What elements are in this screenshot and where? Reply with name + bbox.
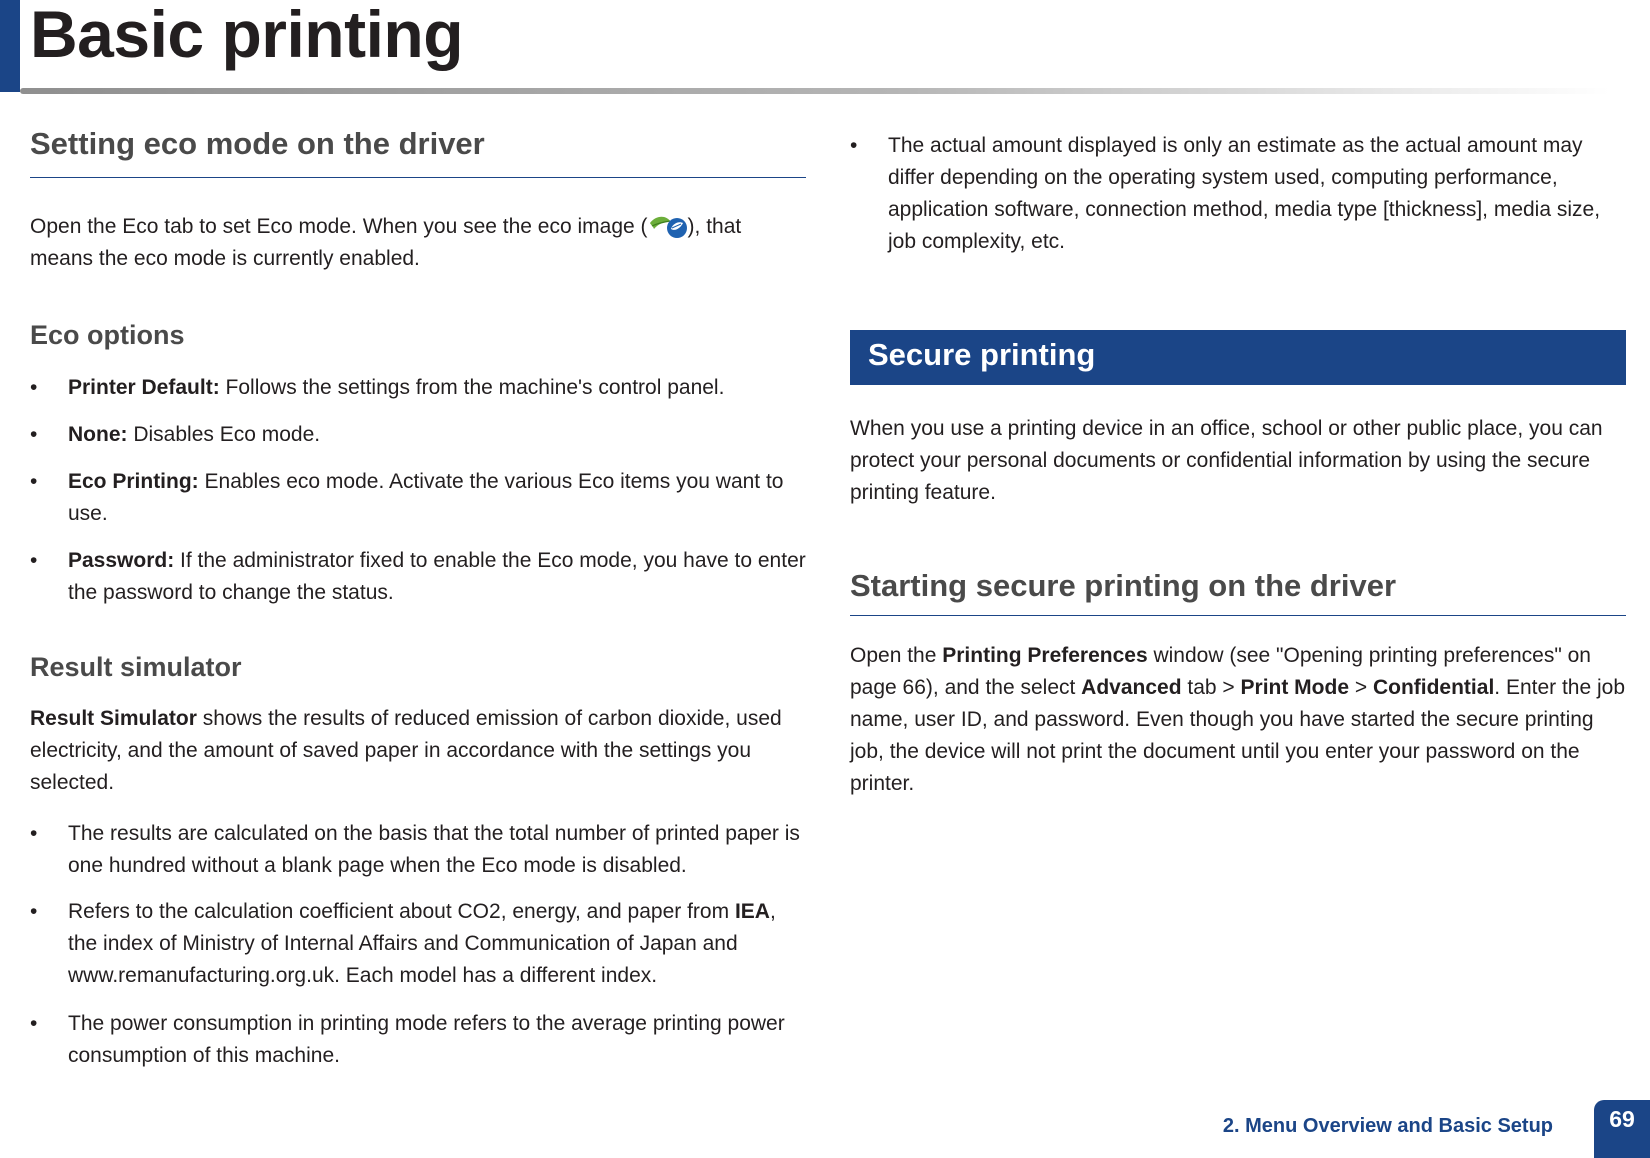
result-bullet-text-a: Refers to the calculation coefficient about CO2, energy, and paper from: [68, 900, 735, 923]
page-number: 69: [1609, 1106, 1635, 1132]
start-text-d: tab >: [1181, 676, 1241, 699]
printing-preferences-bold: Printing Preferences: [942, 644, 1148, 667]
start-text-a: Open the: [850, 644, 943, 667]
bullet-dot: •: [30, 1012, 38, 1035]
secure-printing-banner: [850, 330, 1626, 385]
bullet-dot: •: [30, 470, 38, 493]
start-text-e: >: [1349, 676, 1373, 699]
title-divider: [20, 88, 1610, 94]
print-mode-bold: Print Mode: [1240, 676, 1350, 699]
bullet-dot: •: [30, 900, 38, 923]
bullet-dot: •: [30, 423, 38, 446]
result-bullet-text: The power consumption in printing mode refers to the average printing power consumption of this machine.: [68, 1012, 785, 1067]
option-text: If the administrator fixed to enable the Eco mode, you have to enter the password to change the status.: [68, 549, 806, 604]
result-bullet-text-b: , the index of Ministry of Internal Affairs and Communication of Japan and www.remanufacturing.org.uk. Each model has a different index.: [68, 900, 776, 987]
option-text: Disables Eco mode.: [127, 423, 321, 446]
eco-leaf-icon: [648, 213, 688, 239]
header-accent-bar: [0, 0, 20, 92]
iea-bold: IEA: [734, 900, 770, 923]
eco-intro-text-b: ), that means the eco mode is currently enabled.: [30, 215, 742, 270]
secure-printing-title: Secure printing: [868, 337, 1096, 372]
eco-section-rule: [30, 177, 806, 178]
result-intro-text: shows the results of reduced emission of carbon dioxide, used electricity, and the amount of saved paper in accordance with the settings you selected.: [30, 707, 782, 794]
eco-intro-paragraph: [30, 211, 806, 275]
start-text-c: window (see "Opening printing preferences" on page 66), and the select: [850, 644, 1591, 699]
eco-options-heading: Eco options: [30, 320, 185, 350]
result-intro-paragraph: [30, 703, 806, 799]
option-label: None:: [68, 423, 128, 446]
bullet-dot: •: [30, 549, 38, 572]
starting-secure-heading: Starting secure printing on the driver: [850, 568, 1397, 603]
page-number-badge: [1594, 1100, 1650, 1158]
advanced-bold: Advanced: [1081, 676, 1182, 699]
estimate-bullet-text: The actual amount displayed is only an estimate as the actual amount may differ depending on the operating system used, computing performance, application software, connection method, media type [thickness], media size, job complexity, etc.: [888, 134, 1601, 253]
option-text: Follows the settings from the machine's control panel.: [219, 376, 725, 399]
starting-secure-rule: [850, 615, 1626, 616]
starting-secure-paragraph: [850, 640, 1626, 800]
start-text-f: . Enter the job name, user ID, and password. Even though you have started the secure printing job, the device will not print the document until you enter your password on the printer.: [850, 676, 1626, 795]
page-title: Basic printing: [30, 0, 464, 71]
eco-intro-text-a: Open the Eco tab to set Eco mode. When you see the eco image (: [30, 215, 648, 238]
option-label: Password:: [68, 549, 175, 572]
option-text: Enables eco mode. Activate the various Eco items you want to use.: [68, 470, 784, 525]
bullet-dot: •: [850, 134, 858, 157]
option-label: Eco Printing:: [68, 470, 199, 493]
option-label: Printer Default:: [68, 376, 220, 399]
result-simulator-heading: Result simulator: [30, 652, 242, 682]
bullet-dot: •: [30, 376, 38, 399]
secure-intro-paragraph: When you use a printing device in an office, school or other public place, you can protect your personal documents or confidential information by using the secure printing feature.: [850, 417, 1603, 504]
footer-chapter-link[interactable]: 2. Menu Overview and Basic Setup: [1222, 1115, 1553, 1137]
bullet-dot: •: [30, 822, 38, 845]
result-bullet-text: The results are calculated on the basis that the total number of printed paper is one hundred without a blank page when the Eco mode is disabled.: [68, 822, 800, 877]
result-intro-bold: Result Simulator: [30, 707, 197, 730]
eco-section-heading: Setting eco mode on the driver: [30, 126, 485, 161]
confidential-bold: Confidential: [1372, 676, 1495, 699]
